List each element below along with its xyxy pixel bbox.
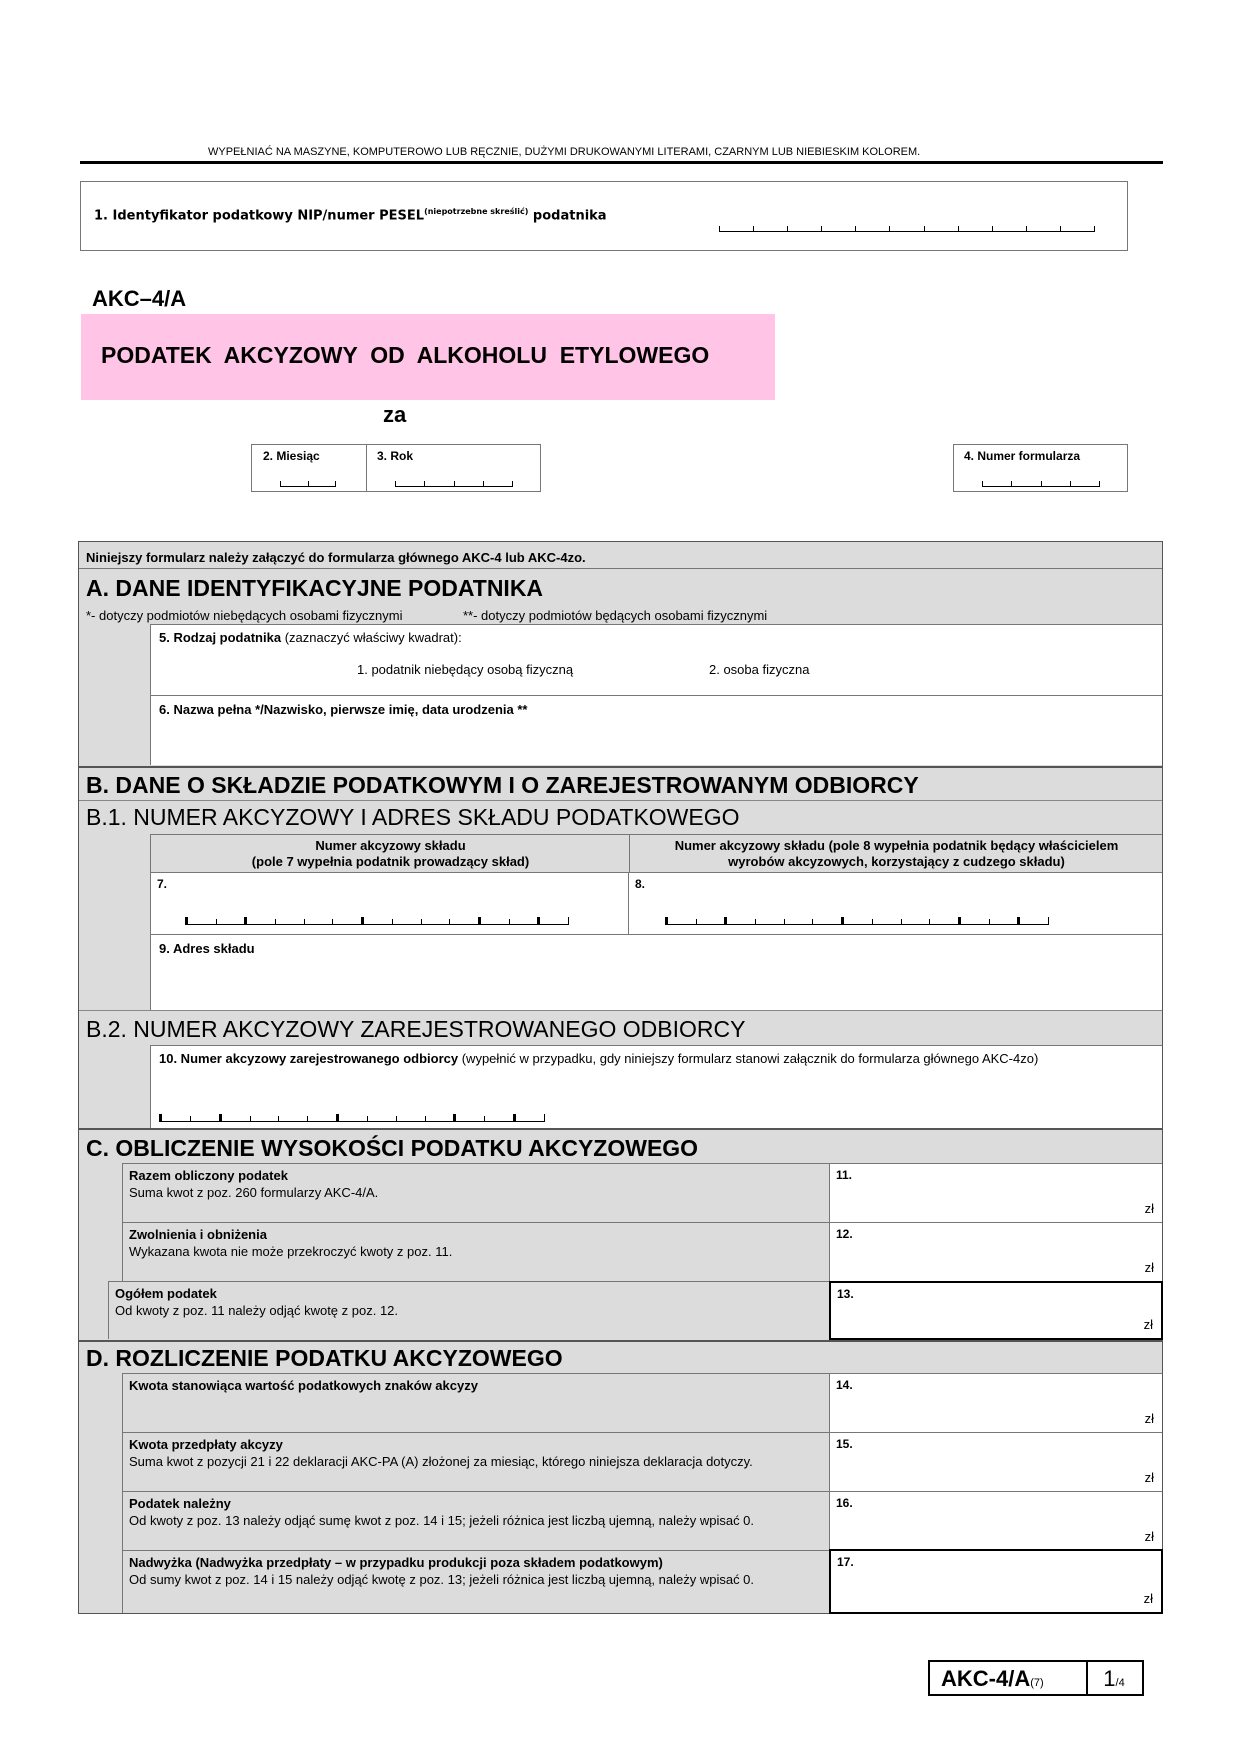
row-16-desc — [122, 1491, 830, 1550]
row-11-desc — [122, 1163, 830, 1222]
form-number-input[interactable] — [982, 477, 1100, 487]
year-label: 3. Rok — [377, 449, 414, 463]
field-8-label: 8. — [635, 877, 646, 891]
col1-header — [151, 838, 630, 870]
field-6-label: 6. Nazwa pełna */Nazwisko, pierwsze imię, data urodzenia ** — [159, 702, 528, 717]
col2-header-line2: wyrobów akcyzowych, korzystający z cudzego składu) — [728, 854, 1065, 869]
field-10-label — [159, 1051, 1159, 1066]
field-7-box[interactable] — [150, 872, 629, 934]
row-13-desc — [108, 1281, 830, 1339]
field-7-input[interactable] — [185, 915, 569, 925]
footer-page — [1086, 1666, 1142, 1692]
field-11-label: 11. — [836, 1168, 853, 1182]
field-12-box[interactable] — [829, 1222, 1162, 1281]
field-14-unit: zł — [1144, 1411, 1154, 1426]
year-box — [366, 444, 541, 492]
field-9-label: 9. Adres składu — [159, 941, 255, 956]
field-6-box[interactable] — [150, 695, 1162, 765]
row-14-title: Kwota stanowiąca wartość podatkowych znaków akcyzy — [129, 1378, 478, 1393]
field-17-label: 17. — [837, 1555, 854, 1569]
row-12-title: Zwolnienia i obniżenia — [129, 1227, 267, 1242]
row-17-hint: Od sumy kwot z poz. 14 i 15 należy odjąć kwotę z poz. 13; jeżeli różnica jest liczbą ujemną, należy wpisać 0. — [129, 1572, 755, 1587]
field-14-box[interactable] — [829, 1373, 1162, 1432]
section-d-divider — [79, 1340, 1162, 1342]
row-16-hint: Od kwoty z poz. 13 należy odjąć sumę kwot z poz. 14 i 15; jeżeli różnica jest liczbą ujemną, należy wpisać 0. — [129, 1513, 755, 1528]
section-b1-title: B.1. NUMER AKCYZOWY I ADRES SKŁADU PODATKOWEGO — [86, 804, 740, 830]
field-12-unit: zł — [1144, 1260, 1154, 1275]
section-b-divider — [79, 766, 1162, 768]
section-a-title: A. DANE IDENTYFIKACYJNE PODATNIKA — [86, 575, 544, 601]
field-15-unit: zł — [1144, 1470, 1154, 1485]
field-8-box[interactable] — [628, 872, 1162, 934]
row-13-title: Ogółem podatek — [115, 1286, 217, 1301]
footer-version: (7) — [1030, 1677, 1044, 1689]
field-17-unit: zł — [1143, 1591, 1153, 1606]
row-15-title: Kwota przedpłaty akcyzy — [129, 1437, 283, 1452]
field-10-title: 10. Numer akcyzowy zarejestrowanego odbiorcy — [159, 1051, 459, 1066]
b2-divider — [79, 1010, 1162, 1011]
field-16-unit: zł — [1144, 1529, 1154, 1544]
note-text: Niniejszy formularz należy załączyć do formularza głównego AKC-4 lub AKC-4zo. — [86, 550, 586, 565]
field-15-box[interactable] — [829, 1432, 1162, 1491]
field-11-box[interactable] — [829, 1163, 1162, 1222]
row-15-desc — [122, 1432, 830, 1491]
row-13-hint: Od kwoty z poz. 11 należy odjąć kwotę z poz. 12. — [115, 1303, 399, 1318]
field-8-input[interactable] — [665, 915, 1049, 925]
row-14-desc — [122, 1373, 830, 1432]
field-5-title: 5. Rodzaj podatnika — [159, 630, 282, 645]
nip-label-end: podatnika — [528, 208, 607, 224]
footnote-legal: *- dotyczy podmiotów niebędących osobami fizycznymi — [86, 608, 403, 623]
row-17-desc — [122, 1550, 830, 1613]
option-legal-entity[interactable]: 1. podatnik niebędący osobą fizyczną — [357, 662, 574, 677]
footer-code-box — [928, 1660, 1088, 1696]
field-11-unit: zł — [1144, 1201, 1154, 1216]
row-11-title: Razem obliczony podatek — [129, 1168, 288, 1183]
month-label: 2. Miesiąc — [263, 449, 320, 463]
option-natural-person[interactable]: 2. osoba fizyczna — [709, 662, 810, 677]
field-10-input[interactable] — [159, 1112, 545, 1122]
section-b2-title: B.2. NUMER AKCYZOWY ZAREJESTROWANEGO ODBIORCY — [86, 1016, 746, 1042]
b1-divider — [79, 800, 1162, 801]
section-b-title: B. DANE O SKŁADZIE PODATKOWYM I O ZAREJESTROWANYM ODBIORCY — [86, 772, 919, 798]
row-12-hint: Wykazana kwota nie może przekroczyć kwoty z poz. 11. — [129, 1244, 453, 1259]
section-c-title: C. OBLICZENIE WYSOKOŚCI PODATKU AKCYZOWEGO — [86, 1135, 699, 1161]
row-12-desc — [122, 1222, 830, 1281]
field-13-label: 13. — [837, 1287, 854, 1301]
section-d-title: D. ROZLICZENIE PODATKU AKCYZOWEGO — [86, 1345, 563, 1371]
footer-form-code: AKC-4/A — [941, 1666, 1031, 1691]
fill-instruction: WYPEŁNIAĆ NA MASZYNE, KOMPUTEROWO LUB RĘCZNIE, DUŻYMI DRUKOWANYMI LITERAMI, CZARNYM LUB NIEBIESKIM KOLOREM. — [208, 146, 921, 158]
nip-label — [94, 207, 607, 223]
section-c-divider — [79, 1128, 1162, 1130]
form-number-label: 4. Numer formularza — [964, 449, 1081, 463]
nip-input[interactable] — [719, 222, 1095, 232]
month-box — [251, 444, 367, 492]
col2-header — [630, 838, 1163, 870]
footer-page-box — [1086, 1660, 1144, 1696]
col1-header-line2: (pole 7 wypełnia podatnik prowadzący skład) — [251, 854, 530, 869]
header-rule — [80, 161, 1163, 164]
field-13-unit: zł — [1143, 1317, 1153, 1332]
field-10-box[interactable] — [150, 1045, 1162, 1128]
nip-box — [80, 181, 1128, 251]
row-16-title: Podatek należny — [129, 1496, 231, 1511]
form-title: PODATEK AKCYZOWY OD ALKOHOLU ETYLOWEGO — [101, 342, 710, 368]
row-17-title: Nadwyżka (Nadwyżka przedpłaty – w przypadku produkcji poza składem podatkowym) — [129, 1555, 663, 1570]
field-5-label — [159, 630, 462, 645]
field-7-label: 7. — [157, 877, 168, 891]
field-5-box — [150, 624, 1162, 696]
form-number-box — [953, 444, 1128, 492]
month-input[interactable] — [280, 477, 336, 487]
nip-label-main: 1. Identyfikator podatkowy NIP/numer PESEL — [94, 208, 425, 224]
note-row — [79, 542, 1162, 569]
col2-header-line1: Numer akcyzowy składu (pole 8 wypełnia podatnik będący właścicielem — [674, 838, 1119, 853]
field-9-box[interactable] — [150, 934, 1162, 1010]
row-15-hint: Suma kwot z pozycji 21 i 22 deklaracji AKC-PA (A) złożonej za miesiąc, którego niniejsza deklaracja dotyczy. — [129, 1454, 753, 1469]
footer-page-number: 1 — [1103, 1666, 1116, 1691]
row-11-hint: Suma kwot z poz. 260 formularzy AKC-4/A. — [129, 1185, 379, 1200]
footer-page-total: /4 — [1115, 1677, 1125, 1689]
footer-code — [941, 1666, 1044, 1692]
field-15-label: 15. — [836, 1437, 853, 1451]
col1-header-line1: Numer akcyzowy składu — [315, 838, 466, 853]
nip-label-sup: (niepotrzebne skreślić) — [424, 207, 529, 216]
year-input[interactable] — [395, 477, 513, 487]
field-17-box[interactable] — [829, 1549, 1163, 1614]
za-label: za — [383, 402, 407, 427]
field-16-label: 16. — [836, 1496, 853, 1510]
b1-header-row — [150, 834, 1162, 872]
field-16-box[interactable] — [829, 1491, 1162, 1550]
form-code: AKC–4/A — [92, 286, 187, 311]
field-5-hint: (zaznaczyć właściwy kwadrat): — [281, 630, 462, 645]
field-13-box[interactable] — [829, 1281, 1163, 1340]
field-12-label: 12. — [836, 1227, 853, 1241]
field-10-hint: (wypełnić w przypadku, gdy niniejszy formularz stanowi załącznik do formularza głównego AKC-4zo) — [458, 1051, 1039, 1066]
footnote-natural: **- dotyczy podmiotów będących osobami fizycznymi — [463, 608, 768, 623]
field-14-label: 14. — [836, 1378, 853, 1392]
